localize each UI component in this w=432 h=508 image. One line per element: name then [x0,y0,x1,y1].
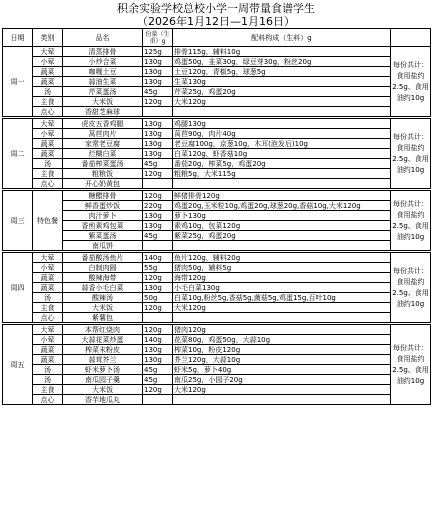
dish-name: 虎皮五香鸡腿 [63,119,143,129]
special-meal-label: 特色餐 [33,191,63,251]
portion-cell: 55g [143,263,173,273]
portion-cell: 130g [143,119,173,129]
menu-row [3,325,431,335]
dish-name: 本帮红烧肉 [63,325,143,335]
dish-name: 大米饭 [63,303,143,313]
category-cell: 蔬菜 [33,77,63,87]
dish-name: 榨菜末粉皮 [63,345,143,355]
category-cell: 蔬菜 [33,345,63,355]
category-cell: 小荤 [33,263,63,273]
portion-cell: 130g [143,57,173,67]
category-cell: 小荤 [33,57,63,67]
category-cell: 汤 [33,365,63,375]
category-cell: 蔬菜 [33,67,63,77]
category-cell: 汤 [33,87,63,97]
ingredients-cell: 排骨115g，辅料10g [173,47,391,57]
dish-name: 紫薯包 [63,313,143,323]
menu-row [3,191,431,201]
portion-cell: 120g [143,191,173,201]
portion-cell: 130g [143,129,173,139]
dish-name: 香芋地瓜丸 [63,395,143,405]
dish-name: 家常老豆腐 [63,139,143,149]
menu-row [3,47,431,57]
ingredients-cell [173,395,391,405]
day-label: 周一 [3,47,33,117]
header-ingredients: 配料构成（生料）g [173,29,391,47]
salt-oil-note: 每份共计：食用盐约2.5g、食用油约10g [391,119,431,189]
header-row [3,29,431,47]
dish-name: 芹菜蛋汤 [63,87,143,97]
header-portion: 份量（生重）g [143,29,173,47]
portion-cell: 130g [143,283,173,293]
category-cell: 主食 [33,169,63,179]
portion-cell: 50g [143,293,173,303]
day-label: 周四 [3,253,33,323]
menu-row [3,273,431,283]
category-cell: 蔬菜 [33,283,63,293]
header-date: 日期 [3,29,33,47]
dish-name: 糖醋排骨 [63,191,143,201]
dish-name: 小炒合菜 [63,57,143,67]
weekly-menu-table [2,28,431,405]
portion-cell: 140g [143,253,173,263]
category-cell: 主食 [33,303,63,313]
menu-row [3,283,431,293]
category-cell: 大荤 [33,325,63,335]
portion-cell: 220g [143,201,173,211]
portion-cell [143,107,173,117]
menu-row [3,313,431,323]
menu-row [3,221,431,231]
ingredients-cell: 大米120g [173,97,391,107]
ingredients-cell: 芹菜25g，鸡蛋20g [173,87,391,97]
dish-name: 肉汁萝卜 [63,211,143,221]
ingredients-cell: 白菜10g,粉丝5g,香菇5g,菌菇5g,鸡蛋15g,百叶10g [173,293,391,303]
dish-name: 清蒸排骨 [63,47,143,57]
menu-row [3,231,431,241]
menu-row [3,365,431,375]
ingredients-cell: 鸡蛋20g,玉米粒10g,鸡蛋20g,球葱20g,香菇10g,大米120g [173,201,391,211]
category-cell: 点心 [33,179,63,189]
menu-row [3,149,431,159]
day-label: 周二 [3,119,33,189]
category-cell: 大荤 [33,119,63,129]
portion-cell: 45g [143,87,173,97]
menu-title-line2: （2026年1月12日—1月16日） [137,15,295,28]
dish-name: 白制肉圆 [63,263,143,273]
portion-cell: 130g [143,139,173,149]
ingredients-cell: 榨菜10g，粉皮120g [173,345,391,355]
portion-cell [143,179,173,189]
ingredients-cell: 土豆120g，青椒5g，球葱5g [173,67,391,77]
portion-cell: 130g [143,221,173,231]
portion-cell: 120g [143,273,173,283]
menu-row [3,57,431,67]
portion-cell: 130g [143,211,173,221]
category-cell: 小荤 [33,129,63,139]
category-cell: 主食 [33,97,63,107]
menu-row [3,67,431,77]
menu-row [3,139,431,149]
ingredients-cell: 南瓜25g，小园子20g [173,375,391,385]
ingredients-cell: 番茄20g，榨菜5g，鸡蛋20g [173,159,391,169]
dish-name: 香煎素鸡包菜 [63,221,143,231]
category-cell: 汤 [33,293,63,303]
dish-name: 莴苣肉片 [63,129,143,139]
portion-cell: 45g [143,231,173,241]
ingredients-cell: 芥兰120g，大蒜10g [173,355,391,365]
category-cell: 蔬菜 [33,273,63,283]
ingredients-cell: 紫菜25g，鸡蛋20g [173,231,391,241]
category-cell: 点心 [33,313,63,323]
dish-name: 蒜香小毛白菜 [63,283,143,293]
dish-name: 大蒜花菜炒蛋 [63,335,143,345]
category-cell: 蔬菜 [33,139,63,149]
menu-body [3,47,431,405]
menu-row [3,335,431,345]
portion-cell: 140g [143,335,173,345]
portion-cell: 45g [143,375,173,385]
ingredients-cell [173,179,391,189]
ingredients-cell: 鱼片120g，辅料20g [173,253,391,263]
menu-row [3,119,431,129]
menu-row [3,211,431,221]
ingredients-cell: 小毛白菜130g [173,283,391,293]
portion-cell: 130g [143,345,173,355]
dish-name: 南瓜饼 [63,241,143,251]
ingredients-cell: 大米120g [173,303,391,313]
category-cell: 蔬菜 [33,355,63,365]
menu-row [3,395,431,405]
category-cell: 蔬菜 [33,149,63,159]
category-cell: 大荤 [33,253,63,263]
menu-row [3,97,431,107]
ingredients-cell: 白菜120g，虾香菇10g [173,149,391,159]
ingredients-cell: 猪肉50g，辅料5g [173,263,391,273]
category-cell: 大荤 [33,47,63,57]
ingredients-cell [173,107,391,117]
salt-oil-note: 每份共计：食用盐约2.5g、食用油约10g [391,47,431,117]
ingredients-cell [173,241,391,251]
salt-oil-note: 每份共计：食用盐约2.5g、食用油约10g [391,191,431,251]
menu-row [3,385,431,395]
category-cell: 汤 [33,159,63,169]
ingredients-cell: 鸡腿130g [173,119,391,129]
menu-row [3,169,431,179]
portion-cell [143,313,173,323]
category-cell: 主食 [33,385,63,395]
dish-name: 番茄榨菜蛋汤 [63,159,143,169]
ingredients-cell: 猪肉120g [173,325,391,335]
dish-name: 番茄酸汤鱼片 [63,253,143,263]
day-label: 周五 [3,325,33,405]
header-salt [391,29,431,47]
ingredients-cell: 虾米5g，萝卜40g [173,365,391,375]
menu-row [3,107,431,117]
portion-cell: 120g [143,169,173,179]
portion-cell [143,241,173,251]
dish-name: 酸辣汤 [63,293,143,303]
dish-name: 酸辣海带 [63,273,143,283]
dish-name: 南瓜园子羹 [63,375,143,385]
portion-cell: 45g [143,159,173,169]
dish-name: 开心奶黄包 [63,179,143,189]
dish-name: 鲜香蛋炒饭 [63,201,143,211]
dish-name: 大米饭 [63,385,143,395]
day-label: 周三 [3,191,33,251]
menu-row [3,345,431,355]
dish-name: 蒜茸芥兰 [63,355,143,365]
ingredients-cell: 花菜80g，鸡蛋50g，大蒜10g [173,335,391,345]
ingredients-cell: 鲜猪排骨120g [173,191,391,201]
portion-cell: 120g [143,385,173,395]
dish-name: 烂糊白菜 [63,149,143,159]
header-category: 类别 [33,29,63,47]
category-cell: 点心 [33,395,63,405]
menu-row [3,179,431,189]
dish-name: 咖喱土豆 [63,67,143,77]
dish-name: 紫菜蛋汤 [63,231,143,241]
dish-name: 大米饭 [63,97,143,107]
menu-row [3,129,431,139]
portion-cell: 120g [143,325,173,335]
dish-name: 粗粮饭 [63,169,143,179]
ingredients-cell: 莴苣90g，肉片40g [173,129,391,139]
ingredients-cell: 老豆腐100g，京葱10g，木耳(泡发后)10g [173,139,391,149]
ingredients-cell: 萝卜130g [173,211,391,221]
menu-title [0,0,432,28]
dish-name: 蒜油生菜 [63,77,143,87]
menu-row [3,375,431,385]
menu-row [3,77,431,87]
dish-name: 虾米萝卜汤 [63,365,143,375]
ingredients-cell: 粗粮5g，大米115g [173,169,391,179]
category-cell: 小荤 [33,335,63,345]
portion-cell: 120g [143,97,173,107]
menu-row [3,87,431,97]
portion-cell: 130g [143,77,173,87]
menu-row [3,355,431,365]
portion-cell: 130g [143,67,173,77]
dish-name: 香甜芝麻球 [63,107,143,117]
portion-cell: 125g [143,47,173,57]
menu-title-line1: 积余实验学校总校小学一周带量食谱学生 [117,2,315,15]
menu-row [3,303,431,313]
menu-row [3,253,431,263]
menu-row [3,263,431,273]
menu-row [3,201,431,211]
header-dish: 品名 [63,29,143,47]
ingredients-cell: 素鸡10g，包菜120g [173,221,391,231]
portion-cell: 130g [143,355,173,365]
portion-cell: 45g [143,365,173,375]
ingredients-cell: 大米120g [173,385,391,395]
ingredients-cell [173,313,391,323]
portion-cell [143,395,173,405]
ingredients-cell: 鸡蛋50g，韭菜30g，绿豆芽30g，粉丝20g [173,57,391,67]
portion-cell: 130g [143,149,173,159]
menu-row [3,159,431,169]
ingredients-cell: 海带120g [173,273,391,283]
ingredients-cell: 生菜130g [173,77,391,87]
salt-oil-note: 每份共计：食用盐约2.5g、食用油约10g [391,253,431,323]
category-cell: 点心 [33,107,63,117]
portion-cell: 120g [143,303,173,313]
menu-row [3,241,431,251]
menu-row [3,293,431,303]
salt-oil-note: 每份共计：食用盐约2.5g、食用油约10g [391,325,431,405]
category-cell: 汤 [33,375,63,385]
